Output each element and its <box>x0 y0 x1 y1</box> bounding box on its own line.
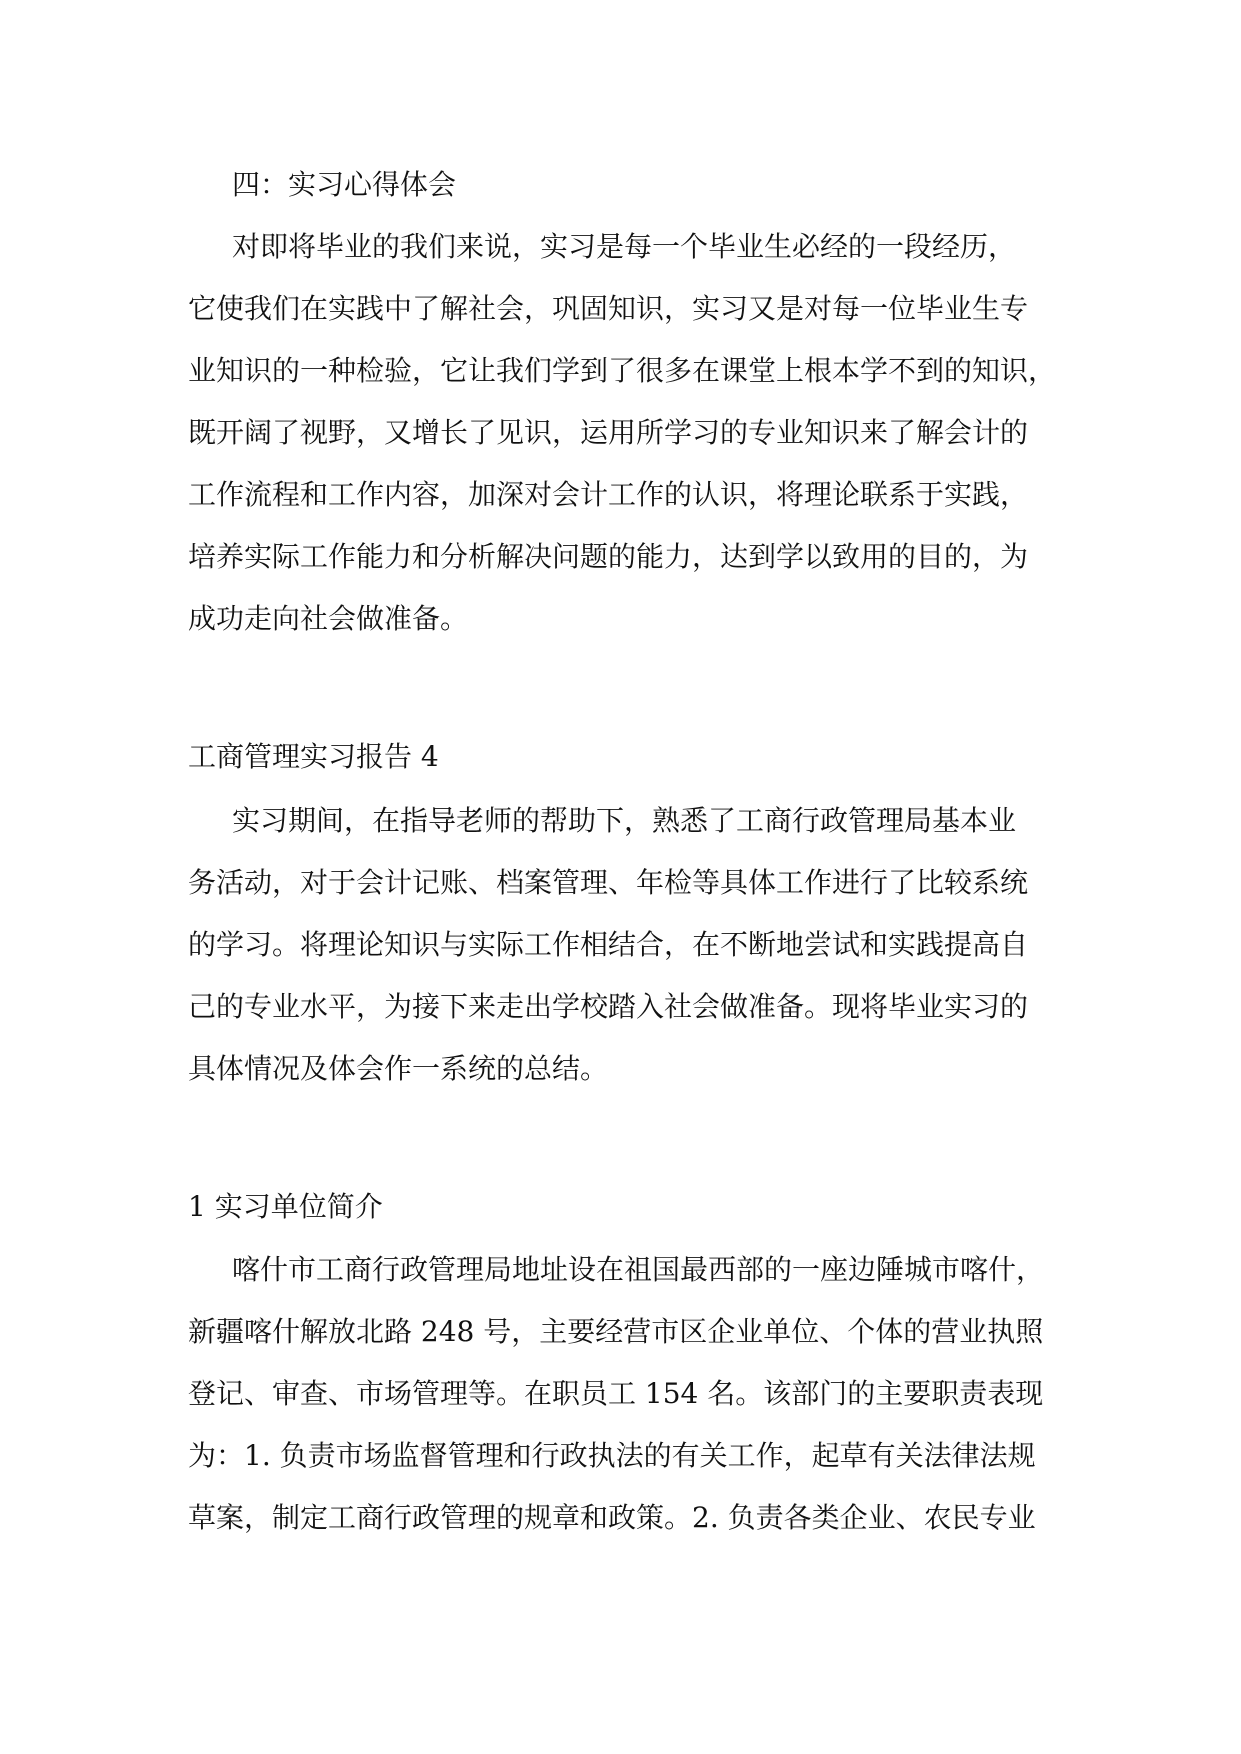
paragraph-line: 登记、审查、市场管理等。在职员工 154 名。该部门的主要职责表现 <box>188 1377 1044 1410</box>
paragraph-line: 喀什市工商行政管理局地址设在祖国最西部的一座边陲城市喀什， <box>232 1253 1045 1286</box>
paragraph-line: 培养实际工作能力和分析解决问题的能力，达到学以致用的目的，为 <box>188 540 1029 573</box>
subsection-heading: 1 实习单位简介 <box>188 1190 383 1223</box>
paragraph-line: 草案，制定工商行政管理的规章和政策。2. 负责各类企业、农民专业 <box>188 1501 1036 1534</box>
paragraph-line: 对即将毕业的我们来说，实习是每一个毕业生必经的一段经历， <box>232 230 1017 263</box>
paragraph-line: 具体情况及体会作一系统的总结。 <box>188 1052 609 1085</box>
paragraph-line: 的学习。将理论知识与实际工作相结合，在不断地尝试和实践提高自 <box>188 928 1029 961</box>
paragraph-line: 新疆喀什解放北路 248 号，主要经营市区企业单位、个体的营业执照 <box>188 1315 1044 1348</box>
paragraph-line: 为：1. 负责市场监督管理和行政执法的有关工作，起草有关法律法规 <box>188 1439 1036 1472</box>
paragraph-line: 务活动，对于会计记账、档案管理、年检等具体工作进行了比较系统 <box>188 866 1029 899</box>
paragraph-line: 工作流程和工作内容，加深对会计工作的认识，将理论联系于实践， <box>188 478 1029 511</box>
paragraph-line: 既开阔了视野，又增长了见识，运用所学习的专业知识来了解会计的 <box>188 416 1029 449</box>
paragraph-line: 成功走向社会做准备。 <box>188 602 469 635</box>
paragraph-line: 己的专业水平，为接下来走出学校踏入社会做准备。现将毕业实习的 <box>188 990 1029 1023</box>
report-title: 工商管理实习报告 4 <box>188 740 439 773</box>
section-heading: 四：实习心得体会 <box>232 168 457 201</box>
paragraph-line: 它使我们在实践中了解社会，巩固知识，实习又是对每一位毕业生专 <box>188 292 1029 325</box>
paragraph-line: 业知识的一种检验，它让我们学到了很多在课堂上根本学不到的知识， <box>188 354 1057 387</box>
paragraph-line: 实习期间，在指导老师的帮助下，熟悉了工商行政管理局基本业 <box>232 804 1017 837</box>
